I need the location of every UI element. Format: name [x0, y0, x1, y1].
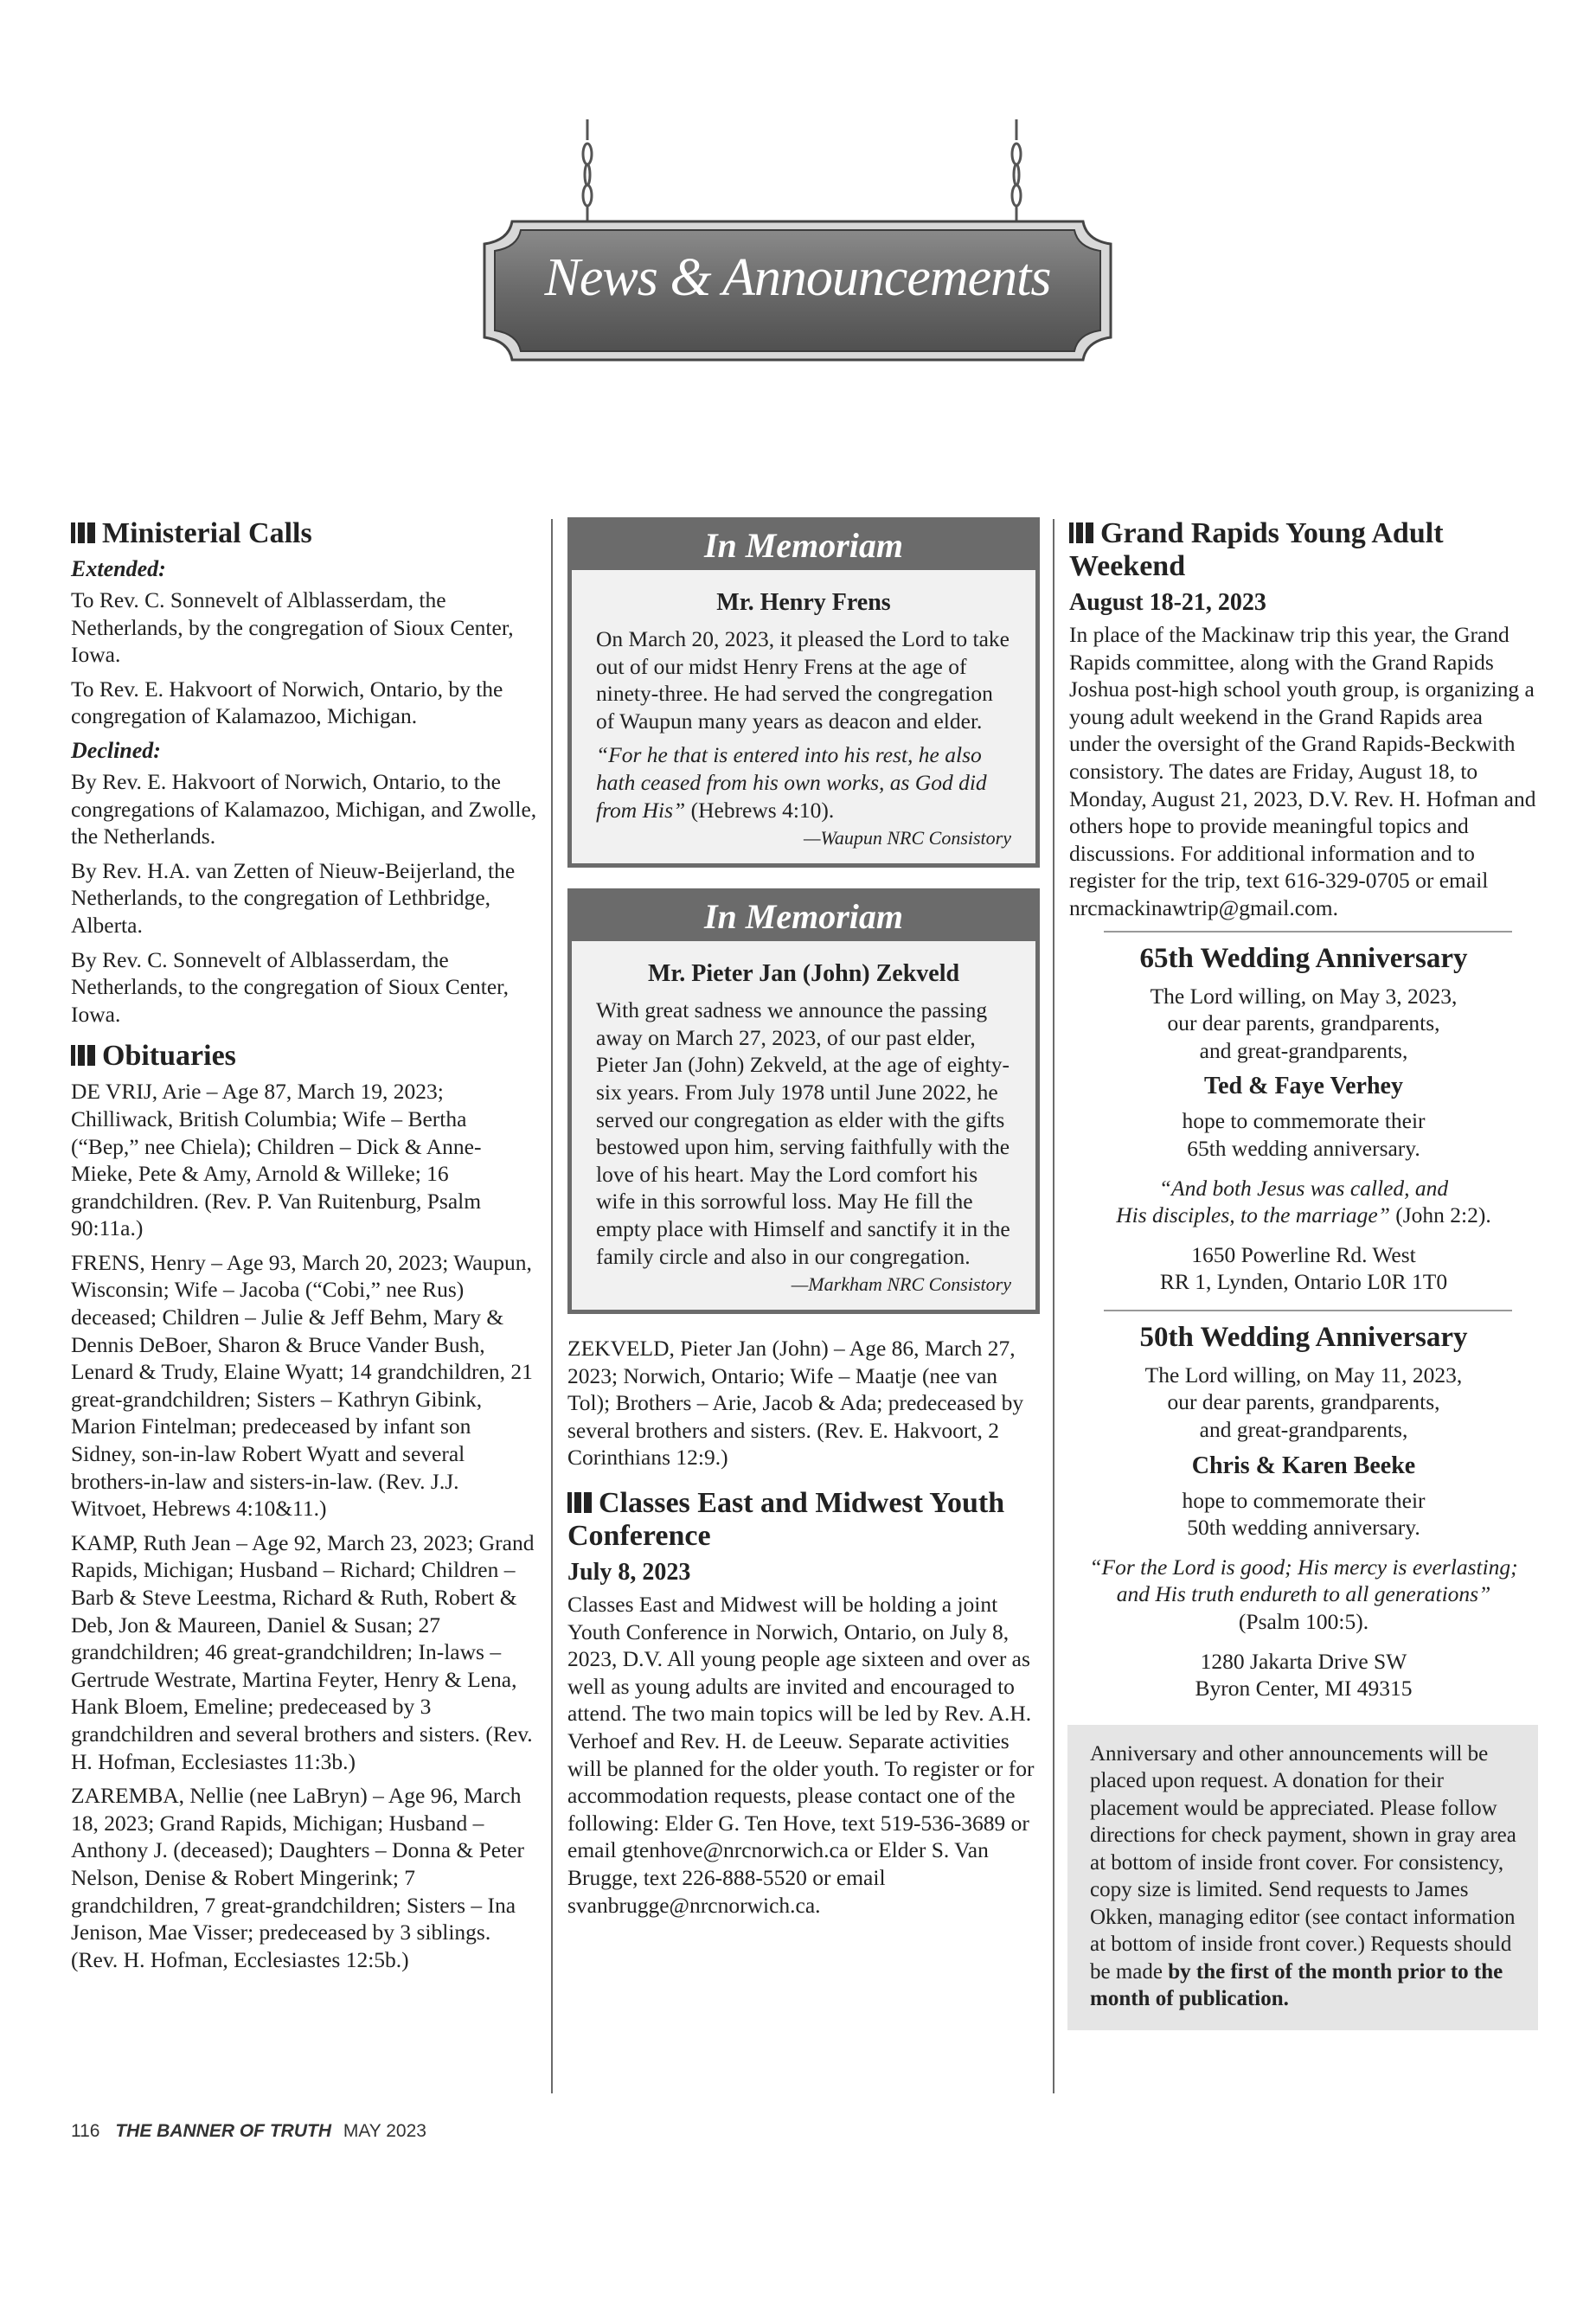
column-middle: [567, 517, 1040, 1926]
obituary-entry: ZEKVELD, Pieter Jan (John) – Age 86, March 27, 2023; Norwich, Ontario; Wife – Maatje (nee van Tol); Brothers – Arie, Jacob & Ada; predeceased by several brothers and sisters. (Rev. E. Hakvoort, 2 Corinthians 12:9.): [567, 1336, 1024, 1471]
obituary-entry: KAMP, Ruth Jean – Age 92, March 23, 2023; Grand Rapids, Michigan; Husband – Richard; Children – Barb & Steve Leestma, Richard & Ruth, Robert & Deb, Jon & Maureen, Daniel & Susan; 27 grandchildren; 46 great-grandchildren; In-laws – Gertrude Westrate, Martina Feyter, Henry & Lena, Hank Bloem, Emeline; predeceased by 3 grandchildren and several brothers and sisters. (Rev. H. Hofman, Ecclesiastes 11:3b.): [71, 1529, 535, 1774]
anniversary-line: 65th wedding anniversary.: [1187, 1135, 1420, 1161]
obituary-entry: ZAREMBA, Nellie (nee LaBryn) – Age 96, March 18, 2023; Grand Rapids, Michigan; Husband – Anthony J. (deceased); Daughters – Donna & Peter Nelson, Denise & Robert Mingerink; 7 grandchildren, 7 great-grandchildren; Sisters – Ina Jenison, Mae Visser; predeceased by 3 siblings. (Rev. H. Hofman, Ecclesiastes 12:5b.): [71, 1783, 525, 1972]
memoriam-signature: —Waupun NRC Consistory: [803, 827, 1011, 849]
anniversary-line: 50th wedding anniversary.: [1187, 1515, 1420, 1541]
obituaries-heading: Obituaries: [71, 1040, 538, 1073]
memoriam-name: Mr. Pieter Jan (John) Zekveld: [647, 960, 960, 988]
column-divider: [1053, 519, 1054, 2093]
column-right: [1069, 517, 1538, 2030]
announcement-notice: Anniversary and other announcements will be placed upon request. A donation for their placement would be appreciated. Please follow directions for check payment, shown in gray area at bottom of inside front cover. For consistency, copy size is limited. Send requests to James Okken, managing editor (see contact information at bottom of inside front cover.) Requests should be made by the first of the month prior to the month of publication.: [1067, 1725, 1538, 2030]
anniversary-line: and great-grandparents,: [1199, 1417, 1408, 1443]
page-footer: [71, 2121, 426, 2142]
call-entry: To Rev. C. Sonnevelt of Alblasserdam, the Netherlands, by the congregation of Sioux Center, Iowa.: [71, 587, 514, 668]
anniversary-line: our dear parents, grandparents,: [1167, 1010, 1440, 1036]
classes-date: July 8, 2023: [567, 1559, 691, 1586]
memoriam-quote: “For he that is entered into his rest, he also hath ceased from his own works, as God did from His” (Hebrews 4:10).: [596, 742, 987, 823]
memoriam-body: With great sadness we announce the passing away on March 27, 2023, of our past elder, Pieter Jan (John) Zekveld, at the age of eighty-six years. From July 1978 until June 2022, he served our congregation as elder with the gifts bestowed upon him, serving faithfully with the love of his heart. May the Lord comfort his wife in this sorrowful loss. May He fill the empty place with Himself and sanctify it in the family circle and also in our congregation.: [596, 997, 1010, 1269]
memoriam-title: In Memoriam: [572, 522, 1035, 570]
anniversary-address: 1650 Powerline Rd. West RR 1, Lynden, Ontario L0R 1T0: [1159, 1241, 1448, 1295]
anniversary-line: and great-grandparents,: [1199, 1037, 1408, 1063]
grand-rapids-heading: Grand Rapids Young Adult Weekend: [1069, 517, 1444, 582]
anniversary-line: our dear parents, grandparents,: [1167, 1389, 1440, 1415]
ministerial-calls-heading: Ministerial Calls: [71, 517, 538, 550]
declined-label: Declined:: [71, 737, 161, 763]
classes-heading: Classes East and Midwest Youth Conference: [567, 1487, 1005, 1553]
memoriam-body: On March 20, 2023, it pleased the Lord to take out of our midst Henry Frens at the age of ninety-three. He had served the congregation of Waupun many years as deacon and elder.: [596, 626, 1010, 734]
memoriam-signature: —Markham NRC Consistory: [791, 1273, 1011, 1296]
anniversary-line: hope to commemorate their: [1182, 1108, 1426, 1134]
anniversary-line: The Lord willing, on May 3, 2023,: [1150, 983, 1458, 1009]
anniversary-line: The Lord willing, on May 11, 2023,: [1144, 1362, 1463, 1388]
divider: [1104, 931, 1512, 933]
column-left: [71, 517, 538, 1980]
section-bars-icon: [567, 1492, 592, 1513]
grand-rapids-body: In place of the Mackinaw trip this year, the Grand Rapids committee, along with the Grand Rapids Joshua post-high school youth group, is organizing a young adult weekend in the Grand Rapids area under the oversight of the Grand Rapids-Beckwith consistory. The dates are Friday, August 18, to Monday, August 21, 2023, D.V. Rev. H. Hofman and others hope to provide meaningful topics and discussions. For additional information and to register for the trip, text 616-329-0705 or email nrcmackinawtrip@gmail.com.: [1069, 622, 1536, 920]
anniversary-address: 1280 Jakarta Drive SW Byron Center, MI 49315: [1195, 1648, 1413, 1702]
memoriam-title: In Memoriam: [572, 893, 1035, 941]
anniversary-65-heading: 65th Wedding Anniversary: [1139, 942, 1468, 974]
classes-body: Classes East and Midwest will be holding a joint Youth Conference in Norwich, Ontario, on July 8, 2023, D.V. All young people age sixteen and over as well as young adults are invited and encouraged to attend. The two main topics will be led by Rev. A.H. Verhoef and Rev. H. de Leeuw. Separate activities will be planned for the older youth. To register or for accommodation requests, please contact one of the following: Elder G. Ten Hove, text 519-536-3689 or email gtenhove@nrcnorwich.ca or Elder S. Van Brugge, text 226-888-5520 or email svanbrugge@nrcnorwich.ca.: [567, 1592, 1035, 1918]
divider: [1104, 1310, 1512, 1311]
memoriam-box: [567, 517, 1040, 868]
call-entry: By Rev. C. Sonnevelt of Alblasserdam, the Netherlands, to the congregation of Sioux Center, Iowa.: [71, 946, 510, 1027]
sign-title: News & Announcements: [544, 248, 1051, 307]
column-divider: [551, 519, 553, 2093]
obituary-entry: DE VRIJ, Arie – Age 87, March 19, 2023; Chilliwack, British Columbia; Wife – Bertha (“Bep,” nee Chiela); Children – Dick & Anne-Mieke, Pete & Amy, Arnold & Willeke; 16 grandchildren. (Rev. P. Van Ruitenburg, Psalm 90:11a.): [71, 1079, 482, 1241]
anniversary-names: Chris & Karen Beeke: [1191, 1452, 1416, 1479]
call-entry: To Rev. E. Hakvoort of Norwich, Ontario, by the congregation of Kalamazoo, Michigan.: [71, 676, 503, 729]
obituary-entry: FRENS, Henry – Age 93, March 20, 2023; Waupun, Wisconsin; Wife – Jacoba (“Cobi,” nee Rus) deceased; Children – Julie & Jeff Behm, Mary & Dennis DeBoer, Sharon & Bruce Vander Bush, Lenard & Trudy, Elaine Wyatt; 14 grandchildren, 21 great-grandchildren; Sisters – Kathryn Gibink, Marion Fintelman; predeceased by infant son Sidney, son-in-law Robert Wyatt and several brothers-in-law and sisters-in-law. (Rev. J.J. Witvoet, Hebrews 4:10&11.): [71, 1249, 533, 1522]
call-entry: By Rev. E. Hakvoort of Norwich, Ontario, to the congregations of Kalamazoo, Michigan, and Zwolle, the Netherlands.: [71, 768, 537, 849]
anniversary-quote: “And both Jesus was called, and His disciples, to the marriage” (John 2:2).: [1116, 1175, 1491, 1228]
grand-rapids-date: August 18-21, 2023: [1069, 589, 1266, 616]
section-bars-icon: [71, 1045, 95, 1066]
memoriam-name: Mr. Henry Frens: [716, 589, 891, 616]
section-bars-icon: [71, 522, 95, 543]
memoriam-box: [567, 888, 1040, 1314]
publication-name: THE BANNER OF TRUTH: [115, 2121, 331, 2141]
anniversary-quote: “For the Lord is good; His mercy is everlasting; and His truth endureth to all generations” (Psalm 100:5).: [1089, 1554, 1518, 1635]
extended-label: Extended:: [71, 556, 166, 581]
call-entry: By Rev. H.A. van Zetten of Nieuw-Beijerland, the Netherlands, to the congregation of Lethbridge, Alberta.: [71, 857, 516, 938]
anniversary-line: hope to commemorate their: [1182, 1487, 1426, 1513]
section-bars-icon: [1069, 522, 1093, 543]
anniversary-names: Ted & Faye Verhey: [1204, 1073, 1403, 1100]
page-number: 116: [71, 2121, 100, 2141]
issue-date: MAY 2023: [343, 2121, 426, 2141]
anniversary-50-heading: 50th Wedding Anniversary: [1139, 1321, 1468, 1353]
